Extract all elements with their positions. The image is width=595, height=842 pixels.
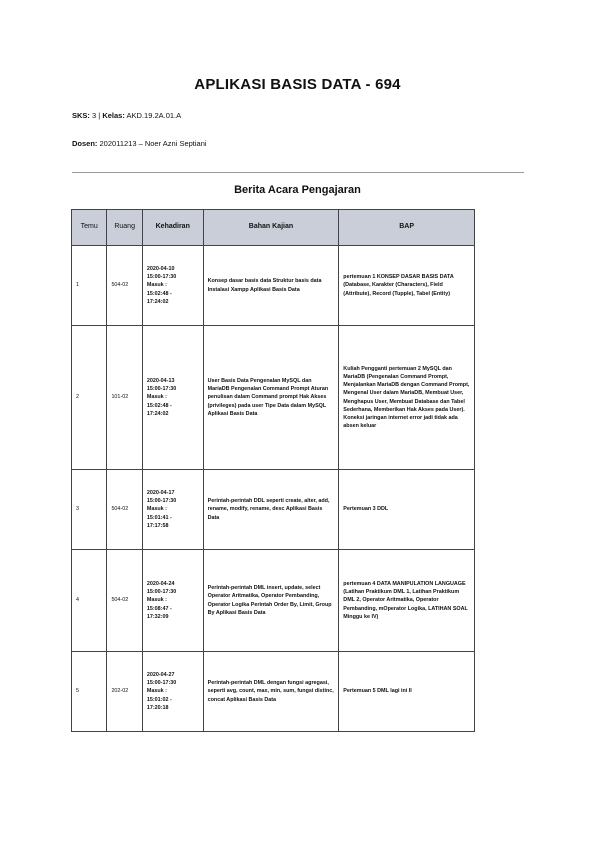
col-header-bap: BAP — [339, 210, 475, 246]
table-row — [72, 246, 475, 326]
cell-temu: 2 — [72, 326, 107, 470]
course-meta — [72, 111, 181, 120]
lecturer-line — [72, 139, 207, 148]
kehadiran-date: 2020-04-27 — [146, 671, 175, 678]
divider — [72, 172, 524, 173]
table-row — [72, 550, 475, 652]
cell-kehadiran — [142, 470, 203, 550]
kehadiran-in: 15:02:48 - — [146, 402, 172, 409]
cell-kehadiran — [142, 326, 203, 470]
cell-bahan-kajian: Perintah-perintah DDL seperti create, alter, add, rename, modify, rename, desc Aplikasi Basis Data — [203, 470, 339, 550]
col-header-temu: Temu — [72, 210, 107, 246]
cell-ruang: 101-02 — [107, 326, 142, 470]
kehadiran-label: Masuk : — [146, 506, 167, 513]
kehadiran-schedule: 15:00-17:30 — [146, 680, 177, 687]
dosen-value: 202011213 – Noer Azni Septiani — [99, 139, 207, 148]
kelas-value: AKD.19.2A.01.A — [126, 111, 182, 120]
section-title: Berita Acara Pengajaran — [234, 184, 361, 196]
cell-ruang: 202-02 — [107, 652, 142, 732]
cell-kehadiran — [142, 652, 203, 732]
bap-table — [71, 209, 475, 732]
kehadiran-label: Masuk : — [146, 597, 167, 604]
sks-label: SKS: — [72, 111, 90, 120]
kehadiran-schedule: 15:00-17:30 — [146, 589, 177, 596]
cell-kehadiran — [142, 550, 203, 652]
kehadiran-in: 15:08:47 - — [146, 605, 172, 612]
cell-temu: 4 — [72, 550, 107, 652]
kehadiran-out: 17:20:18 — [146, 704, 169, 711]
cell-bahan-kajian: Perintah-perintah DML insert, update, select Operator Aritmatika, Operator Pembanding, Operator Logika Perintah Order By, Limit, Group By Aplikasi Basis Data — [203, 550, 339, 652]
cell-bahan-kajian: User Basis Data Pengenalan MySQL dan MariaDB Pengenalan Command Prompt Aturan penulisan dalam Command prompt Hak Akses (privileges) pada user Tipe Data dalam MySQL Aplikasi Basis Data — [203, 326, 339, 470]
kehadiran-schedule: 15:00-17:30 — [146, 274, 177, 281]
col-header-bahan-kajian: Bahan Kajian — [203, 210, 339, 246]
col-header-kehadiran: Kehadiran — [142, 210, 203, 246]
cell-temu: 5 — [72, 652, 107, 732]
cell-bap: Pertemuan 3 DDL — [339, 470, 475, 550]
table-row — [72, 652, 475, 732]
kehadiran-date: 2020-04-13 — [146, 377, 175, 384]
course-title: APLIKASI BASIS DATA - 694 — [194, 76, 401, 93]
kehadiran-in: 15:01:02 - — [146, 696, 172, 703]
table-header-row — [72, 210, 475, 246]
kehadiran-out: 17:24:02 — [146, 410, 169, 417]
cell-bahan-kajian: Perintah-perintah DML dengan fungsi agregasi, seperti avg, count, max, min, sum, fungsi distinc, concat Aplikasi Basis Data — [203, 652, 339, 732]
cell-ruang: 504-02 — [107, 550, 142, 652]
table-row — [72, 470, 475, 550]
kehadiran-date: 2020-04-24 — [146, 580, 175, 587]
kehadiran-schedule: 15:00-17:30 — [146, 498, 177, 505]
kehadiran-out: 17:17:58 — [146, 522, 169, 529]
cell-kehadiran — [142, 246, 203, 326]
cell-bap: pertemuan 4 DATA MANIPULATION LANGUAGE (Latihan Praktikum DML 1, Latihan Praktikum DML 2, Operator Aritmatika, Operator Pembanding, mOperator Logika, LATIHAN SOAL Minggu ke IV) — [339, 550, 475, 652]
cell-bap: Pertemuan 5 DML lagi ini II — [339, 652, 475, 732]
kehadiran-in: 15:02:48 - — [146, 290, 172, 297]
kehadiran-date: 2020-04-10 — [146, 265, 175, 272]
table-row — [72, 326, 475, 470]
kehadiran-schedule: 15:00-17:30 — [146, 386, 177, 393]
cell-temu: 1 — [72, 246, 107, 326]
cell-ruang: 504-02 — [107, 246, 142, 326]
cell-temu: 3 — [72, 470, 107, 550]
kehadiran-out: 17:32:09 — [146, 613, 169, 620]
cell-bahan-kajian: Konsep dasar basis data Struktur basis data Instalasi Xampp Aplikasi Basis Data — [203, 246, 339, 326]
cell-bap: Kuliah Pengganti pertemuan 2 MySQL dan MariaDB (Pengenalan Command Prompt, Menjalankan MariaDB dengan Command Prompt, Mengenal User dalam MariaDB, Membuat User, Menghapus User, Membuat Database dan Tabel Sederhana, Memberikan Hak Akses pada User). Koneksi jaringan internet error jadi tidak ada absen keluar — [339, 326, 475, 470]
col-header-ruang: Ruang — [107, 210, 142, 246]
cell-bap: pertemuan 1 KONSEP DASAR BASIS DATA (Database, Karakter (Characters), Field (Attribute), Record (Tupple), Tabel (Entity) — [339, 246, 475, 326]
sks-value: 3 — [92, 111, 97, 120]
kehadiran-date: 2020-04-17 — [146, 489, 175, 496]
meta-separator: | — [98, 111, 101, 120]
cell-ruang: 504-02 — [107, 470, 142, 550]
kehadiran-label: Masuk : — [146, 688, 167, 695]
kehadiran-in: 15:01:41 - — [146, 514, 172, 521]
kelas-label: Kelas: — [102, 111, 125, 120]
kehadiran-label: Masuk : — [146, 282, 167, 289]
kehadiran-out: 17:24:02 — [146, 298, 169, 305]
kehadiran-label: Masuk : — [146, 394, 167, 401]
dosen-label: Dosen: — [72, 139, 98, 148]
